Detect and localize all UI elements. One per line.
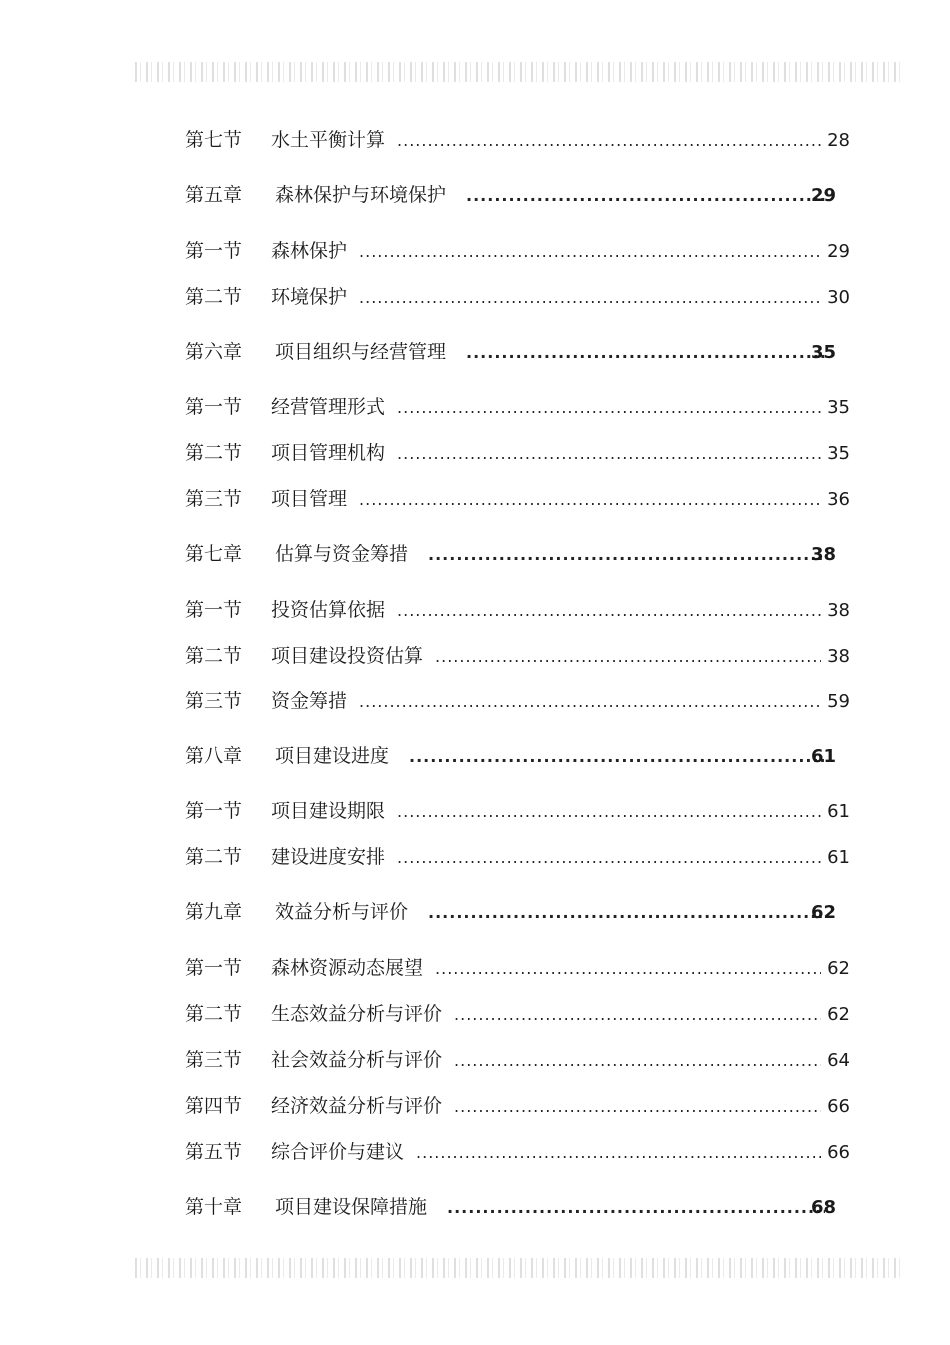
toc-entry-title: 经营管理形式: [271, 396, 386, 418]
toc-entry-number: 第九章: [185, 901, 243, 923]
toc-entry-label: [185, 999, 442, 1029]
dot-leader: [454, 1000, 821, 1030]
dot-leader: [397, 797, 821, 827]
toc-entry-page: 62: [827, 958, 850, 979]
toc-entry-page: 35: [810, 342, 836, 363]
dot-leader: [359, 283, 821, 313]
toc-entry-number: 第一节: [185, 957, 243, 979]
toc-entry-number: 第七章: [185, 543, 243, 565]
toc-chapter-entry[interactable]: [185, 180, 850, 210]
toc-entry-page: 38: [810, 544, 836, 565]
toc-entry-page: 61: [810, 746, 836, 767]
dot-leader: [397, 126, 821, 156]
toc-entry[interactable]: [185, 125, 850, 155]
dot-leader: [435, 642, 821, 672]
toc-entry-page: 36: [827, 489, 850, 510]
toc-chapter-entry[interactable]: [185, 741, 850, 771]
toc-entry-page: 62: [827, 1004, 850, 1025]
toc-chapter-entry[interactable]: [185, 1192, 850, 1222]
toc-entry-label: [185, 953, 423, 983]
toc-entry[interactable]: [185, 1045, 850, 1075]
dot-leader: [397, 843, 821, 873]
toc-entry-title: 森林保护与环境保护: [275, 184, 447, 206]
toc-entry-label: [185, 282, 347, 312]
toc-chapter-entry[interactable]: [185, 337, 850, 367]
dot-leader: [359, 485, 821, 515]
dot-leader: [397, 596, 821, 626]
toc-entry-page: 59: [827, 691, 850, 712]
toc-entry-title: 环境保护: [271, 286, 348, 308]
toc-entry-page: 68: [810, 1197, 836, 1218]
toc-entry-number: 第二节: [185, 1003, 243, 1025]
dot-leader: [428, 898, 825, 928]
toc-entry-title: 项目建设保障措施: [275, 1196, 428, 1218]
toc-entry[interactable]: [185, 953, 850, 983]
toc-entry-title: 项目组织与经营管理: [275, 341, 447, 363]
toc-entry-label: [185, 484, 347, 514]
toc-entry-number: 第六章: [185, 341, 243, 363]
toc-entry[interactable]: [185, 1091, 850, 1121]
dot-leader: [416, 1138, 821, 1168]
dot-leader: [409, 742, 825, 772]
toc-entry-label: [185, 539, 408, 569]
dot-leader: [359, 237, 821, 267]
toc-entry-number: 第二节: [185, 442, 243, 464]
toc-entry-number: 第二节: [185, 846, 243, 868]
toc-entry-label: [185, 1045, 442, 1075]
toc-entry-title: 森林资源动态展望: [271, 957, 424, 979]
toc-entry[interactable]: [185, 595, 850, 625]
toc-entry-page: 64: [827, 1050, 850, 1071]
toc-entry-label: [185, 842, 385, 872]
toc-entry-page: 35: [827, 397, 850, 418]
toc-entry-number: 第七节: [185, 129, 243, 151]
toc-entry-number: 第十章: [185, 1196, 243, 1218]
toc-entry-title: 水土平衡计算: [271, 129, 386, 151]
dot-leader: [466, 338, 825, 368]
dot-leader: [397, 439, 821, 469]
toc-entry-title: 项目管理: [271, 488, 348, 510]
dot-leader: [454, 1046, 821, 1076]
toc-entry-page: 38: [827, 600, 850, 621]
toc-entry-page: 61: [827, 801, 850, 822]
toc-entry-page: 29: [810, 185, 836, 206]
toc-entry-page: 61: [827, 847, 850, 868]
toc-entry[interactable]: [185, 392, 850, 422]
toc-entry-label: [185, 438, 385, 468]
toc-entry-label: [185, 897, 408, 927]
toc-entry-number: 第二节: [185, 645, 243, 667]
dot-leader: [435, 954, 821, 984]
toc-entry[interactable]: [185, 842, 850, 872]
toc-entry-number: 第四节: [185, 1095, 243, 1117]
toc-entry-label: [185, 1091, 442, 1121]
toc-entry-number: 第五节: [185, 1141, 243, 1163]
toc-entry-label: [185, 1192, 427, 1222]
toc-entry-page: 28: [827, 130, 850, 151]
toc-entry-title: 项目管理机构: [271, 442, 386, 464]
toc-entry-page: 62: [810, 902, 836, 923]
toc-entry-label: [185, 796, 385, 826]
toc-entry-number: 第二节: [185, 286, 243, 308]
dot-leader: [428, 540, 825, 570]
toc-entry-page: 66: [827, 1142, 850, 1163]
toc-entry-number: 第一节: [185, 240, 243, 262]
toc-entry-number: 第五章: [185, 184, 243, 206]
toc-entry[interactable]: [185, 999, 850, 1029]
toc-entry-title: 项目建设进度: [275, 745, 390, 767]
toc-entry-label: [185, 595, 385, 625]
toc-entry-number: 第八章: [185, 745, 243, 767]
toc-entry-label: [185, 392, 385, 422]
toc-entry-page: 35: [827, 443, 850, 464]
toc-entry-label: [185, 180, 446, 210]
footer-scan-noise: [135, 1258, 900, 1278]
toc-entry-number: 第一节: [185, 800, 243, 822]
toc-entry-title: 经济效益分析与评价: [271, 1095, 443, 1117]
toc-chapter-entry[interactable]: [185, 539, 850, 569]
toc-entry-title: 综合评价与建议: [271, 1141, 405, 1163]
toc-entry-label: [185, 741, 389, 771]
toc-entry[interactable]: [185, 282, 850, 312]
toc-chapter-entry[interactable]: [185, 897, 850, 927]
toc-entry-page: 29: [827, 241, 850, 262]
dot-leader: [397, 393, 821, 423]
dot-leader: [466, 181, 825, 211]
toc-entry-title: 投资估算依据: [271, 599, 386, 621]
toc-entry[interactable]: [185, 484, 850, 514]
toc-entry-title: 社会效益分析与评价: [271, 1049, 443, 1071]
toc-entry-title: 估算与资金筹措: [275, 543, 409, 565]
toc-entry[interactable]: [185, 796, 850, 826]
toc-entry[interactable]: [185, 236, 850, 266]
toc-entry-label: [185, 1137, 404, 1167]
toc-entry[interactable]: [185, 1137, 850, 1167]
dot-leader: [454, 1092, 821, 1122]
toc-entry-title: 效益分析与评价: [275, 901, 409, 923]
toc-entry[interactable]: [185, 686, 850, 716]
toc-entry-label: [185, 125, 385, 155]
toc-entry-label: [185, 641, 423, 671]
toc-entry-page: 38: [827, 646, 850, 667]
toc-entry-number: 第三节: [185, 488, 243, 510]
toc-entry-page: 30: [827, 287, 850, 308]
toc-entry-title: 资金筹措: [271, 690, 348, 712]
toc-entry-title: 森林保护: [271, 240, 348, 262]
dot-leader: [447, 1193, 825, 1223]
toc-entry-title: 项目建设期限: [271, 800, 386, 822]
toc-entry-title: 生态效益分析与评价: [271, 1003, 443, 1025]
toc-entry-number: 第三节: [185, 1049, 243, 1071]
toc-entry-number: 第一节: [185, 396, 243, 418]
toc-entry-page: 66: [827, 1096, 850, 1117]
toc-entry-number: 第一节: [185, 599, 243, 621]
dot-leader: [359, 687, 821, 717]
toc-entry[interactable]: [185, 438, 850, 468]
toc-entry-label: [185, 337, 446, 367]
toc-entry-title: 项目建设投资估算: [271, 645, 424, 667]
toc-entry-number: 第三节: [185, 690, 243, 712]
toc-entry-title: 建设进度安排: [271, 846, 386, 868]
toc-entry-label: [185, 686, 347, 716]
toc-entry[interactable]: [185, 641, 850, 671]
toc-entry-label: [185, 236, 347, 266]
